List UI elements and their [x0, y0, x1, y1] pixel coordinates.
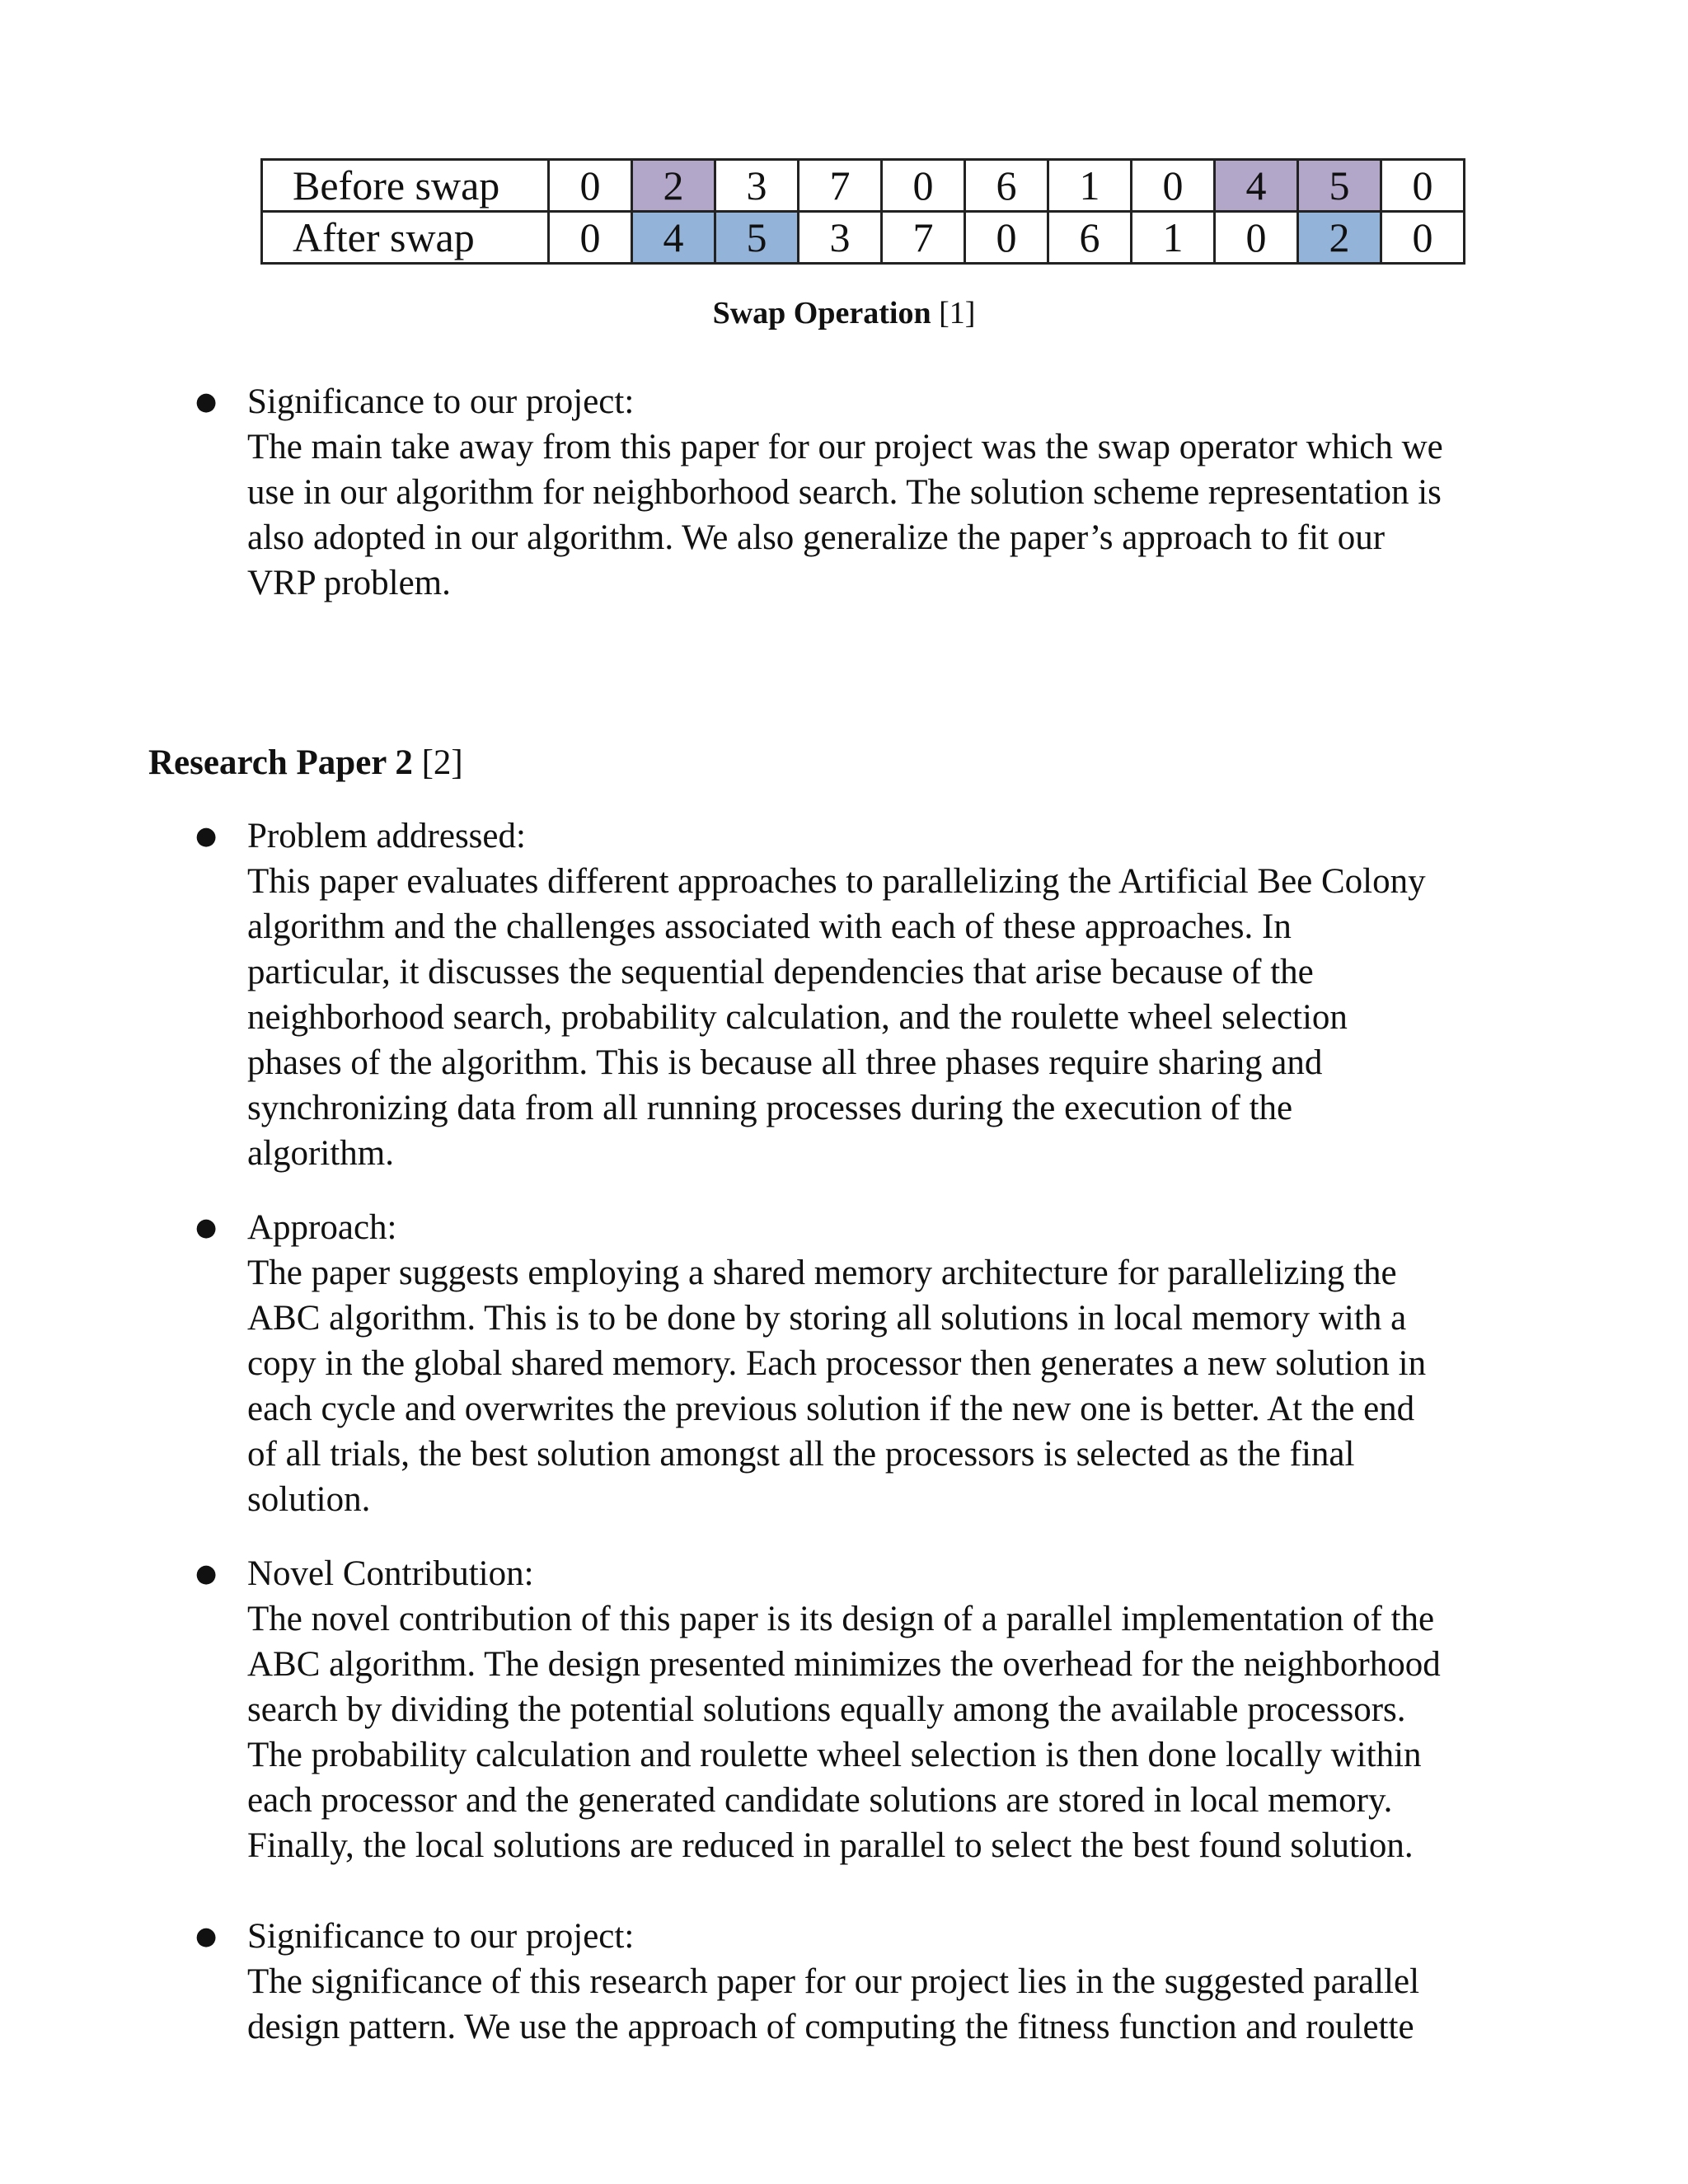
bullet-approach [195, 1205, 1550, 1522]
text-line: search by dividing the potential solutions equally among the available processors. [247, 1690, 1406, 1729]
bullet-icon: ● [195, 822, 218, 851]
table-cell: 3 [799, 212, 882, 264]
text-line: The probability calculation and roulette wheel selection is then done locally within [247, 1736, 1422, 1774]
caption-ref: [1] [939, 296, 976, 330]
text-line: ABC algorithm. The design presented minimizes the overhead for the neighborhood [247, 1645, 1441, 1684]
table-cell: 7 [799, 160, 882, 212]
text-line: use in our algorithm for neighborhood search. The solution scheme representation is [247, 473, 1442, 512]
bullet-significance-2 [195, 1914, 1550, 2050]
text-line: neighborhood search, probability calculation, and the roulette wheel selection [247, 998, 1348, 1037]
table-cell: 0 [549, 160, 632, 212]
bullet-title: Significance to our project: [247, 382, 635, 421]
table-row-after [262, 212, 1465, 264]
bullet-title: Approach: [247, 1208, 397, 1247]
table-cell-highlight: 5 [1298, 160, 1381, 212]
text-line: of all trials, the best solution amongst all the processors is selected as the final [247, 1435, 1355, 1474]
bullet-title: Significance to our project: [247, 1917, 635, 1956]
text-line: phases of the algorithm. This is because all three phases require sharing and [247, 1043, 1323, 1082]
bullet-icon: ● [195, 387, 218, 416]
heading-ref: [2] [421, 743, 463, 782]
text-line: This paper evaluates different approaches to parallelizing the Artificial Bee Colony [247, 862, 1426, 901]
text-line: each cycle and overwrites the previous solution if the new one is better. At the end [247, 1390, 1415, 1428]
text-line: The main take away from this paper for our project was the swap operator which we [247, 428, 1443, 466]
bullet-problem [195, 813, 1550, 1176]
table-cell: 0 [549, 212, 632, 264]
table-cell: 1 [1132, 212, 1215, 264]
table-cell: 6 [965, 160, 1048, 212]
row-label: Before swap [262, 160, 549, 212]
text-line: copy in the global shared memory. Each processor then generates a new solution in [247, 1344, 1427, 1383]
table-cell: 6 [1048, 212, 1132, 264]
table-cell-highlight: 2 [632, 160, 715, 212]
text-line: particular, it discusses the sequential dependencies that arise because of the [247, 953, 1314, 991]
text-line: algorithm. [247, 1134, 394, 1173]
table-cell: 0 [1381, 160, 1465, 212]
table-cell: 0 [1215, 212, 1298, 264]
text-line: solution. [247, 1480, 371, 1519]
text-line: ABC algorithm. This is to be done by storing all solutions in local memory with a [247, 1299, 1407, 1338]
text-line: design pattern. We use the approach of computing the fitness function and roulette [247, 2008, 1414, 2046]
row-label: After swap [262, 212, 549, 264]
heading-title: Research Paper 2 [148, 743, 413, 782]
text-line: Finally, the local solutions are reduced in parallel to select the best found solution. [247, 1826, 1414, 1865]
table-cell: 1 [1048, 160, 1132, 212]
table-cell-highlight: 4 [1215, 160, 1298, 212]
text-line: The novel contribution of this paper is its design of a parallel implementation of the [247, 1600, 1435, 1638]
table-cell: 0 [1132, 160, 1215, 212]
table-cell-highlight: 4 [632, 212, 715, 264]
bullet-icon: ● [195, 1213, 218, 1242]
bullet-novel-contribution [195, 1551, 1550, 1868]
swap-table [260, 158, 1465, 265]
table-cell: 0 [1381, 212, 1465, 264]
text-line: The paper suggests employing a shared memory architecture for parallelizing the [247, 1254, 1397, 1292]
table-row-before [262, 160, 1465, 212]
table-caption [0, 295, 1688, 331]
caption-title: Swap Operation [712, 296, 931, 330]
text-line: each processor and the generated candidate solutions are stored in local memory. [247, 1781, 1393, 1820]
table-cell: 0 [882, 160, 965, 212]
text-line: algorithm and the challenges associated with each of these approaches. In [247, 907, 1292, 946]
bullet-icon: ● [195, 1559, 218, 1588]
table-cell: 0 [965, 212, 1048, 264]
table-cell-highlight: 5 [715, 212, 799, 264]
table-cell: 7 [882, 212, 965, 264]
table-cell: 3 [715, 160, 799, 212]
text-line: The significance of this research paper for our project lies in the suggested parallel [247, 1962, 1420, 2001]
text-line: synchronizing data from all running processes during the execution of the [247, 1089, 1293, 1127]
bullet-icon: ● [195, 1922, 218, 1951]
text-line: VRP problem. [247, 564, 451, 602]
bullet-title: Problem addressed: [247, 817, 526, 855]
section-heading [148, 740, 463, 785]
text-line: also adopted in our algorithm. We also generalize the paper’s approach to fit our [247, 518, 1386, 557]
bullet-significance-1 [195, 379, 1550, 606]
bullet-title: Novel Contribution: [247, 1554, 534, 1593]
table-cell-highlight: 2 [1298, 212, 1381, 264]
